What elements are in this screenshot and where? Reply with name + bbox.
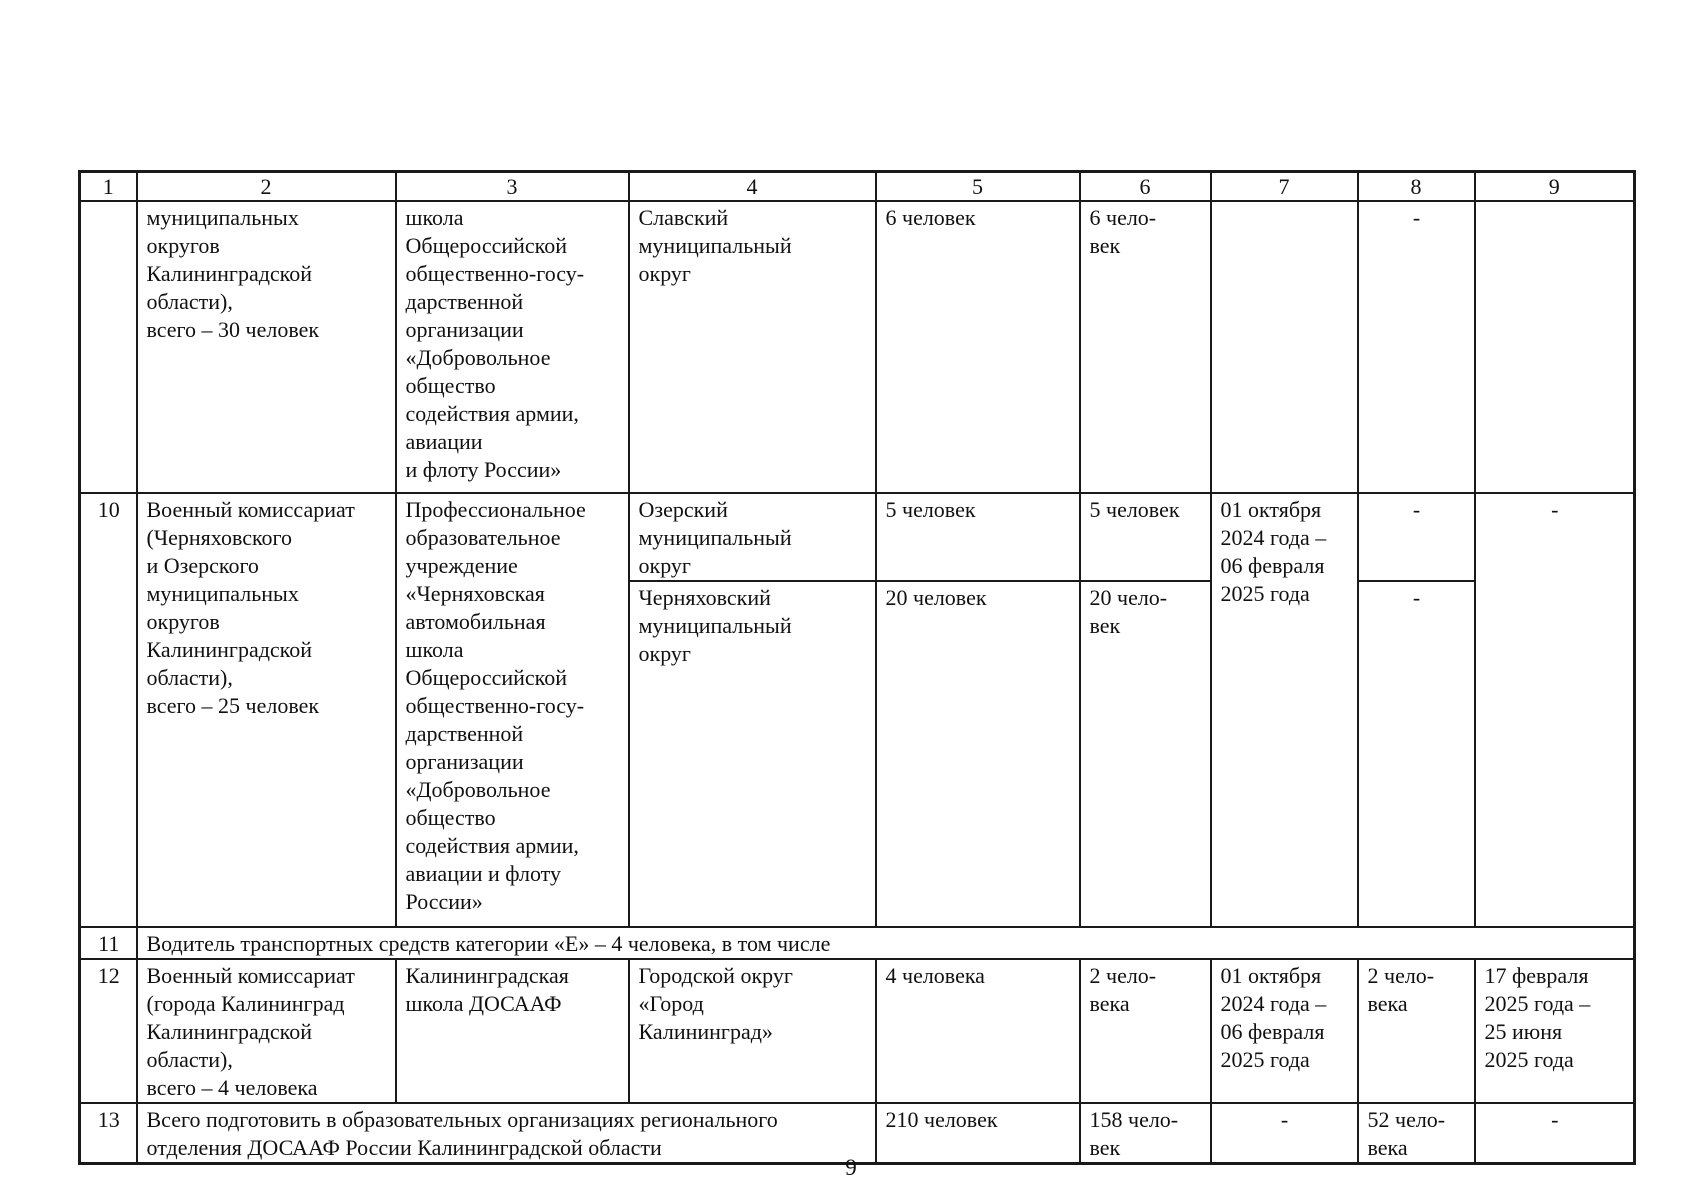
first-period-count-cell: 20 чело- век xyxy=(1080,581,1211,927)
table-row-12 xyxy=(80,959,1635,1103)
commissariat-cell: Военный комиссариат (города Калининград Калининградской области), всего – 4 человека xyxy=(137,959,396,1103)
district-cell: Городской округ «Город Калининград» xyxy=(629,959,876,1103)
page-number: 9 xyxy=(845,1155,857,1180)
table-sheet xyxy=(78,170,1636,1165)
header-row xyxy=(80,172,1635,202)
commissariat-cell: Военный комиссариат (Черняховского и Озерского муниципальных округов Калининградской области), всего – 25 человек xyxy=(137,493,396,927)
header-cell-7: 7 xyxy=(1211,172,1358,202)
school-cell: Калининградская школа ДОСААФ xyxy=(396,959,629,1103)
total-label-cell: Всего подготовить в образовательных организациях регионального отделения ДОСААФ России Калининградской области xyxy=(137,1103,876,1164)
header-cell-8: 8 xyxy=(1358,172,1475,202)
header-cell-9: 9 xyxy=(1475,172,1635,202)
first-period-dates-cell: 01 октября 2024 года – 06 февраля 2025 года xyxy=(1211,959,1358,1103)
second-period-dates-cell: - xyxy=(1475,493,1635,927)
row-number xyxy=(80,201,137,493)
planned-count-cell: 4 человека xyxy=(876,959,1080,1103)
header-cell-2: 2 xyxy=(137,172,396,202)
district-cell: Озерский муниципальный округ xyxy=(629,493,876,581)
second-period-count-cell: 2 чело- века xyxy=(1358,959,1475,1103)
category-heading-cell: Водитель транспортных средств категории «Е» – 4 человека, в том числе xyxy=(137,927,1635,959)
second-period-dates-cell: - xyxy=(1475,1103,1635,1164)
row-number: 10 xyxy=(80,493,137,927)
school-cell: Профессиональное образовательное учреждение «Черняховская автомобильная школа Общероссийской общественно-госу- дарственной организации «Добровольное общество содействия армии, авиации и флоту России» xyxy=(396,493,629,927)
district-cell: Черняховский муниципальный округ xyxy=(629,581,876,927)
table-row-10a xyxy=(80,493,1635,581)
second-period-count-cell: - xyxy=(1358,493,1475,581)
school-cell: школа Общероссийской общественно-госу- дарственной организации «Добровольное общество содействия армии, авиации и флоту России» xyxy=(396,201,629,493)
planned-count-cell: 20 человек xyxy=(876,581,1080,927)
row-number: 12 xyxy=(80,959,137,1103)
second-period-count-cell: 52 чело- века xyxy=(1358,1103,1475,1164)
planned-count-cell: 210 человек xyxy=(876,1103,1080,1164)
commissariat-cell: муниципальных округов Калининградской области), всего – 30 человек xyxy=(137,201,396,493)
table-row-11 xyxy=(80,927,1635,959)
second-period-dates-cell: 17 февраля 2025 года – 25 июня 2025 года xyxy=(1475,959,1635,1103)
row-number: 11 xyxy=(80,927,137,959)
first-period-dates-cell: - xyxy=(1211,1103,1358,1164)
header-cell-1: 1 xyxy=(80,172,137,202)
first-period-count-cell: 6 чело- век xyxy=(1080,201,1211,493)
header-cell-3: 3 xyxy=(396,172,629,202)
table-row-continued xyxy=(80,201,1635,493)
planned-count-cell: 5 человек xyxy=(876,493,1080,581)
second-period-count-cell: - xyxy=(1358,581,1475,927)
header-cell-4: 4 xyxy=(629,172,876,202)
first-period-count-cell: 2 чело- века xyxy=(1080,959,1211,1103)
first-period-count-cell: 158 чело- век xyxy=(1080,1103,1211,1164)
first-period-dates-cell xyxy=(1211,201,1358,493)
first-period-count-cell: 5 человек xyxy=(1080,493,1211,581)
row-number: 13 xyxy=(80,1103,137,1164)
first-period-dates-cell: 01 октября 2024 года – 06 февраля 2025 года xyxy=(1211,493,1358,927)
second-period-count-cell: - xyxy=(1358,201,1475,493)
header-cell-6: 6 xyxy=(1080,172,1211,202)
planned-count-cell: 6 человек xyxy=(876,201,1080,493)
header-cell-5: 5 xyxy=(876,172,1080,202)
second-period-dates-cell xyxy=(1475,201,1635,493)
district-cell: Славский муниципальный округ xyxy=(629,201,876,493)
training-table xyxy=(78,170,1636,1165)
